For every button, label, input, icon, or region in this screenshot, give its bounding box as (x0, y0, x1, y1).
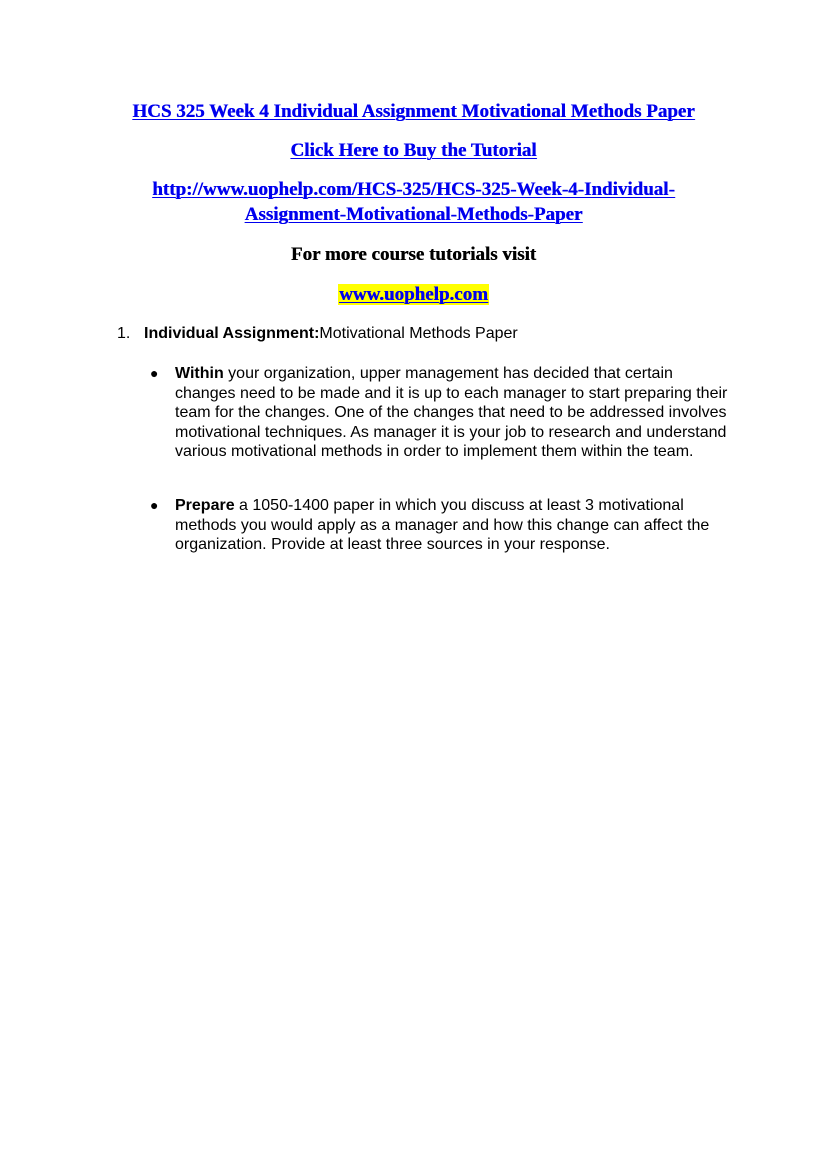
list-item-text (175, 364, 731, 462)
buy-tutorial-link[interactable]: Click Here to Buy the Tutorial (290, 140, 537, 161)
site-link[interactable]: www.uophelp.com (339, 284, 488, 305)
assignment-label: Individual Assignment: (144, 325, 320, 342)
url-line (120, 177, 707, 227)
assignment-item (117, 324, 737, 344)
buy-line (0, 138, 827, 163)
title-link[interactable]: HCS 325 Week 4 Individual Assignment Motivational Methods Paper (132, 101, 695, 122)
tutorial-url-link[interactable]: http://www.uophelp.com/HCS-325/HCS-325-Week-4-Individual-Assignment-Motivational-Methods-Paper (152, 179, 675, 225)
list-item-body: your organization, upper management has decided that certain changes need to be made and it is up to each manager to start preparing their team for the changes. One of the changes that need to be addressed involves motivational techniques. As manager it is your job to research and understand various motivational methods in order to implement them within the team. (175, 365, 728, 460)
title-line (0, 99, 827, 124)
site-line (0, 282, 827, 307)
bullet-icon: ● (150, 497, 159, 513)
list-item-lead: Prepare (175, 497, 235, 514)
bullet-icon: ● (150, 365, 159, 381)
list-item-lead: Within (175, 365, 224, 382)
item-number: 1. (117, 325, 131, 342)
more-tutorials-text: For more course tutorials visit (290, 244, 537, 265)
list-item-text (175, 496, 731, 555)
more-tutorials-line (0, 242, 827, 267)
assignment-name: Motivational Methods Paper (319, 325, 518, 342)
list-item-body: a 1050-1400 paper in which you discuss at least 3 motivational methods you would apply as a manager and how this change can affect the organization. Provide at least three sources in your response. (175, 497, 710, 553)
